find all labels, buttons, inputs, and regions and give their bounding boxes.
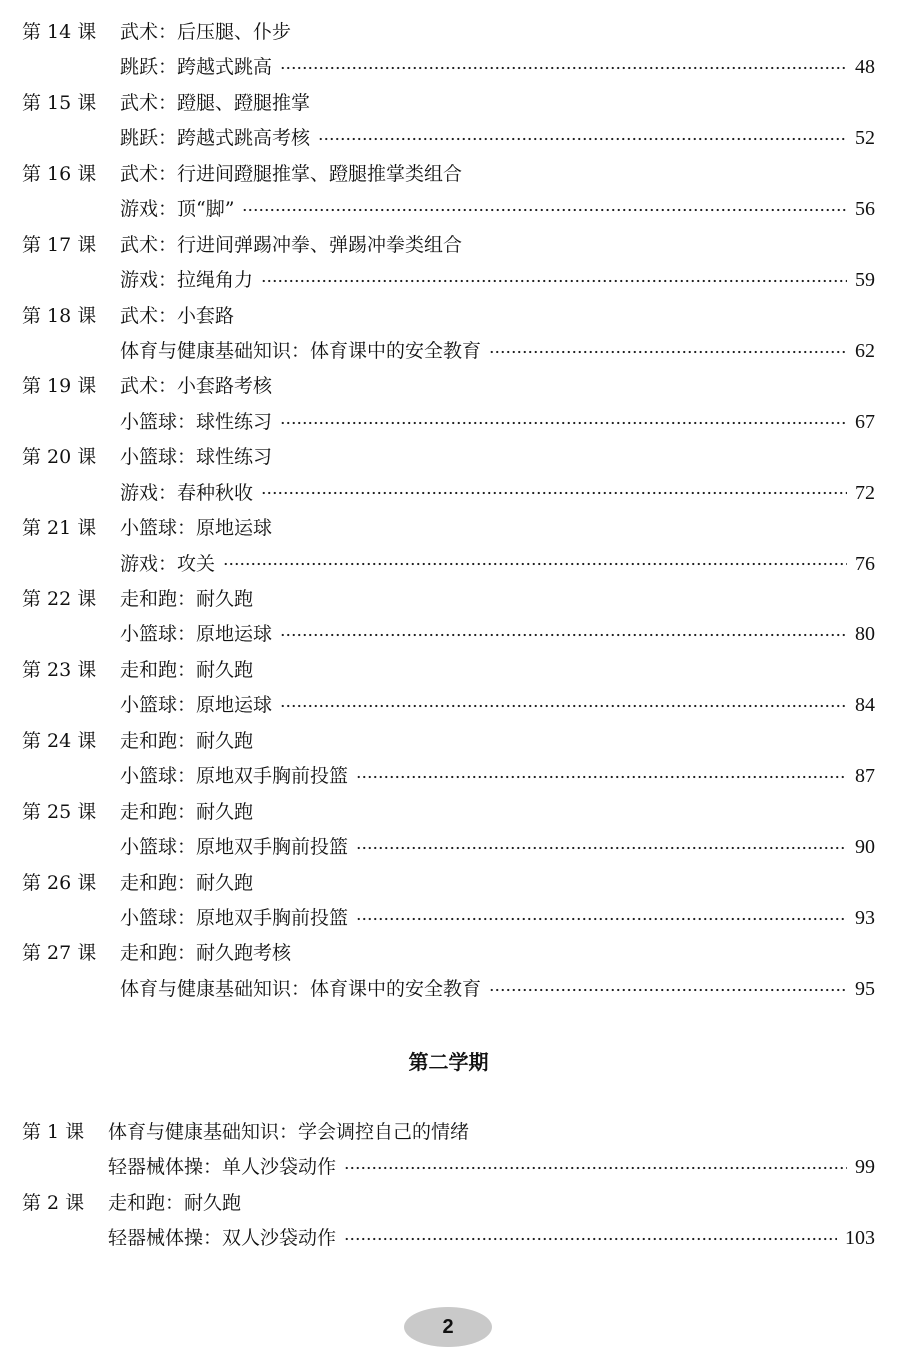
dot-leader [280, 703, 847, 709]
toc-topic [120, 582, 875, 617]
toc-topic [120, 15, 875, 50]
toc-entry [0, 582, 897, 617]
toc-semester-1 [0, 15, 897, 1007]
topic-text: 体育与健康基础知识：体育课中的安全教育 [120, 339, 482, 362]
toc-topic [120, 299, 875, 334]
toc-topic [120, 86, 875, 121]
topic-text: 走和跑：耐久跑 [120, 800, 254, 823]
toc-entry [0, 901, 897, 936]
topic-text: 小篮球：原地双手胸前投篮 [120, 906, 349, 929]
toc-entry [0, 936, 897, 971]
topic-text: 武术：小套路 [120, 304, 235, 327]
toc-topic [120, 972, 875, 1007]
lesson-label: 第 19 课 [22, 375, 97, 398]
toc-topic [120, 759, 875, 794]
toc-topic [120, 688, 875, 723]
page-ref: 90 [855, 836, 875, 859]
dot-leader [223, 561, 847, 567]
lesson-label: 第 15 课 [22, 91, 97, 114]
toc-entry [0, 511, 897, 546]
toc-topic [108, 1115, 875, 1150]
toc-topic [120, 653, 875, 688]
topic-text: 跳跃：跨越式跳高 [120, 56, 273, 79]
toc-semester-2 [0, 1115, 897, 1256]
lesson-label: 第 24 课 [22, 729, 97, 752]
page-number: 2 [404, 1307, 492, 1347]
page-ref: 95 [855, 977, 875, 1000]
toc-topic [120, 476, 875, 511]
topic-text: 轻器械体操：单人沙袋动作 [108, 1156, 337, 1179]
page-ref: 93 [855, 906, 875, 929]
topic-text: 走和跑：耐久跑 [120, 588, 254, 610]
topic-text: 游戏：攻关 [120, 552, 216, 575]
lesson-label: 第 21 课 [22, 517, 97, 540]
toc-entry [0, 86, 897, 121]
dot-leader [280, 65, 847, 71]
topic-text: 武术：蹬腿、蹬腿推掌 [120, 91, 311, 114]
toc-topic [120, 547, 875, 582]
toc-topic [120, 440, 875, 475]
dot-leader [489, 987, 847, 993]
toc-entry [0, 334, 897, 369]
toc-topic [120, 157, 875, 192]
toc-entry [0, 759, 897, 794]
dot-leader [344, 1165, 847, 1171]
topic-text: 游戏：顶“脚” [120, 198, 235, 221]
dot-leader [489, 349, 847, 355]
page-ref: 84 [855, 694, 875, 717]
lesson-label: 第 22 课 [22, 588, 97, 610]
toc-entry [0, 263, 897, 298]
dot-leader [242, 207, 847, 213]
lesson-label: 第 2 课 [22, 1191, 85, 1214]
page-ref: 52 [855, 127, 875, 150]
lesson-label: 第 17 课 [22, 233, 97, 256]
page-ref: 72 [855, 481, 875, 504]
topic-text: 小篮球：原地双手胸前投篮 [120, 765, 349, 788]
toc-topic [120, 192, 875, 227]
toc-topic [120, 617, 875, 652]
toc-entry [0, 724, 897, 759]
toc-entry [0, 830, 897, 865]
toc-topic [120, 901, 875, 936]
toc-topic [120, 50, 875, 85]
toc-topic [120, 866, 875, 901]
page-ref: 67 [855, 410, 875, 433]
toc-topic [120, 263, 875, 298]
lesson-label: 第 26 课 [22, 871, 97, 894]
toc-topic [108, 1221, 875, 1256]
topic-text: 武术：行进间蹬腿推掌、蹬腿推掌类组合 [120, 162, 463, 185]
topic-text: 小篮球：原地双手胸前投篮 [120, 836, 349, 859]
topic-text: 走和跑：耐久跑 [108, 1191, 242, 1214]
topic-text: 小篮球：球性练习 [120, 446, 273, 469]
lesson-label: 第 20 课 [22, 446, 97, 469]
topic-text: 游戏：拉绳角力 [120, 269, 254, 292]
topic-text: 小篮球：球性练习 [120, 410, 273, 433]
toc-entry [0, 15, 897, 50]
topic-text: 走和跑：耐久跑 [120, 871, 254, 894]
dot-leader [280, 632, 847, 638]
dot-leader [261, 490, 847, 496]
toc-entry [0, 440, 897, 475]
lesson-label: 第 25 课 [22, 800, 97, 823]
page-ref: 59 [855, 269, 875, 292]
topic-text: 体育与健康基础知识：体育课中的安全教育 [120, 977, 482, 1000]
lesson-label: 第 1 课 [22, 1121, 85, 1143]
lesson-label: 第 23 课 [22, 658, 97, 681]
toc-entry [0, 405, 897, 440]
toc-topic [120, 511, 875, 546]
toc-entry [0, 228, 897, 263]
lesson-label: 第 18 课 [22, 304, 97, 327]
toc-entry [0, 1221, 897, 1256]
page-ref: 87 [855, 765, 875, 788]
toc-entry [0, 688, 897, 723]
toc-topic [108, 1186, 875, 1221]
toc-topic [120, 724, 875, 759]
topic-text: 走和跑：耐久跑考核 [120, 942, 292, 965]
topic-text: 轻器械体操：双人沙袋动作 [108, 1226, 337, 1249]
page-ref: 48 [855, 56, 875, 79]
toc-topic [120, 369, 875, 404]
topic-text: 走和跑：耐久跑 [120, 658, 254, 681]
page-ref: 99 [855, 1156, 875, 1179]
toc-entry [0, 1115, 897, 1150]
toc-entry [0, 157, 897, 192]
toc-entry [0, 547, 897, 582]
dot-leader [356, 845, 847, 851]
toc-topic [108, 1150, 875, 1185]
topic-text: 小篮球：原地运球 [120, 623, 273, 646]
lesson-label: 第 16 课 [22, 162, 97, 185]
dot-leader [344, 1236, 837, 1242]
topic-text: 武术：小套路考核 [120, 375, 273, 398]
toc-entry [0, 50, 897, 85]
page-ref: 76 [855, 552, 875, 575]
dot-leader [318, 136, 847, 142]
dot-leader [280, 420, 847, 426]
topic-text: 游戏：春种秋收 [120, 481, 254, 504]
topic-text: 小篮球：原地运球 [120, 694, 273, 717]
semester-2-heading: 第二学期 [408, 1050, 489, 1074]
topic-text: 跳跃：跨越式跳高考核 [120, 127, 311, 150]
toc-entry [0, 653, 897, 688]
toc-entry [0, 972, 897, 1007]
toc-entry [0, 299, 897, 334]
dot-leader [356, 916, 847, 922]
toc-entry [0, 795, 897, 830]
topic-text: 小篮球：原地运球 [120, 517, 273, 540]
topic-text: 体育与健康基础知识：学会调控自己的情绪 [108, 1121, 470, 1143]
page-ref: 103 [845, 1226, 875, 1249]
toc-topic [120, 121, 875, 156]
toc-topic [120, 405, 875, 440]
toc-entry [0, 476, 897, 511]
toc-topic [120, 228, 875, 263]
topic-text: 走和跑：耐久跑 [120, 729, 254, 752]
topic-text: 武术：行进间弹踢冲拳、弹踢冲拳类组合 [120, 233, 463, 256]
page-ref: 80 [855, 623, 875, 646]
lesson-label: 第 14 课 [22, 21, 97, 43]
topic-text: 武术：后压腿、仆步 [120, 21, 292, 43]
toc-entry [0, 866, 897, 901]
toc-topic [120, 795, 875, 830]
dot-leader [261, 278, 847, 284]
toc-entry [0, 369, 897, 404]
toc-entry [0, 192, 897, 227]
toc-entry [0, 121, 897, 156]
dot-leader [356, 774, 847, 780]
toc-entry [0, 617, 897, 652]
toc-entry [0, 1150, 897, 1185]
lesson-label: 第 27 课 [22, 942, 97, 965]
toc-topic [120, 936, 875, 971]
toc-topic [120, 830, 875, 865]
toc-topic [120, 334, 875, 369]
toc-entry [0, 1186, 897, 1221]
page-ref: 62 [855, 339, 875, 362]
page-ref: 56 [855, 198, 875, 221]
